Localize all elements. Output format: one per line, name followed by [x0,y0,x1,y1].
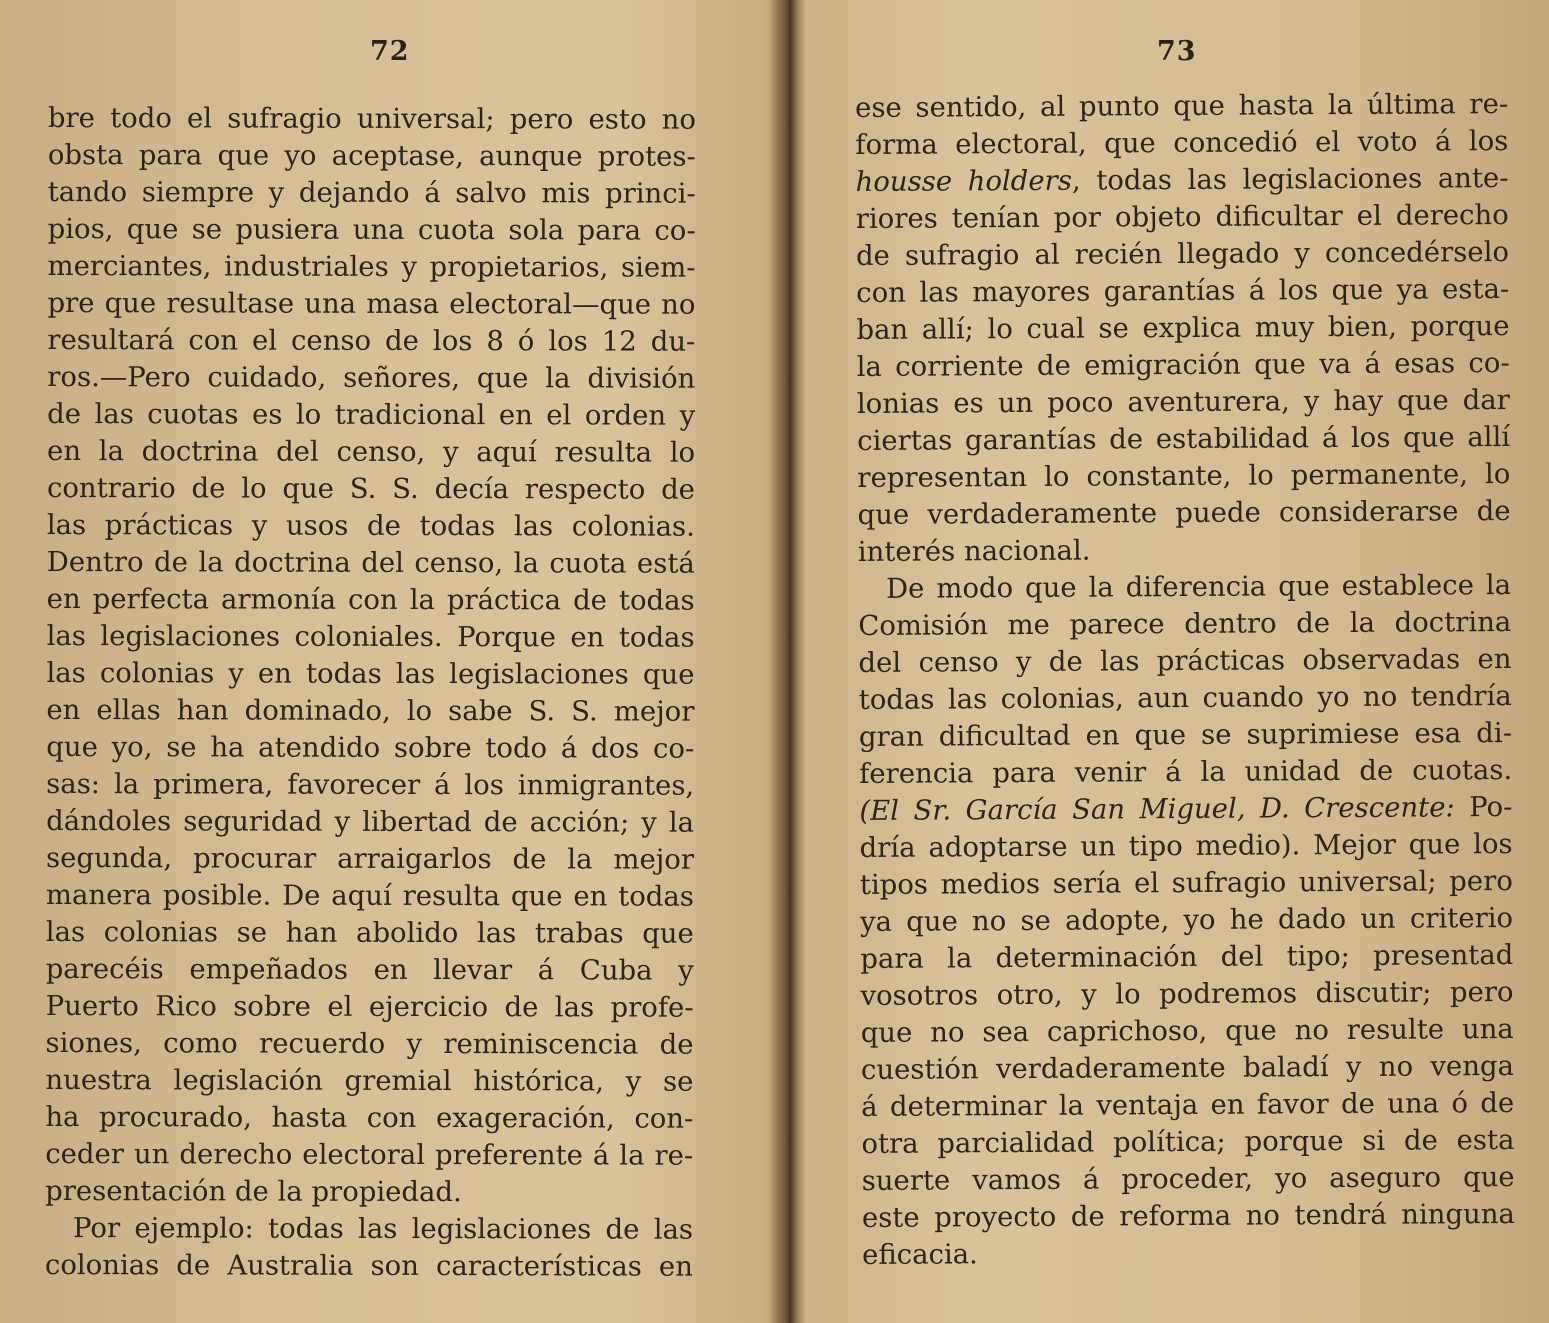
page-number: 72 [370,36,410,67]
text-line: para la determinación del tipo; presentad [860,938,1514,975]
text-line: Comisión me parece dentro de la doctrina [858,606,1512,642]
italic-term: housse holders [855,164,1072,198]
text-line: ros.—Pero cuidado, señores, que la división [47,360,696,395]
text-line: representan lo constante, lo permanente, lo [857,458,1511,494]
text-line: siones, como recuerdo y reminiscencia de [45,1026,694,1061]
text-line: suerte vamos á proceder, yo aseguro que [861,1160,1515,1197]
text-line: Dentro de la doctrina del censo, la cuota está [46,545,695,580]
text-line: dría adoptarse un tipo medio). Mejor que los [859,827,1513,864]
text-line: resultará con el censo de los 8 ó los 12 du- [47,323,696,358]
text-line: este proyecto de reforma no tendrá ninguna [861,1197,1515,1234]
text-line: dándoles seguridad y libertad de acción; y la [46,804,695,839]
text-line: á determinar la ventaja en favor de una ó de [861,1086,1515,1123]
text-line: pios, que se pusiera una cuota sola para co- [47,212,696,247]
text-line: la corriente de emigración que va á esas co- [856,347,1510,383]
text-line: eficacia. [862,1238,978,1271]
text-line: obsta para que yo aceptase, aunque protes- [47,138,696,173]
text-line: De modo que la diferencia que establece la [885,569,1512,605]
text-line: parecéis empeñados en llevar á Cuba y [45,952,694,987]
text-line: riores tenían por objeto dificultar el derecho [855,199,1509,235]
text-line: en la doctrina del censo, y aquí resulta lo [47,434,696,469]
text-line [855,160,1508,201]
text-line: en perfecta armonía con la práctica de todas [46,582,695,617]
text-line: de sufragio al recién llegado y concedérselo [855,236,1510,272]
text-line: las prácticas y usos de todas las colonias. [46,508,695,543]
page-number: 73 [1157,36,1197,67]
text-line: gran dificultad en que se suprimiese esa di- [858,716,1513,753]
text-line: que verdaderamente puede considerarse de [857,495,1511,531]
text-line: colonias de Australia son características en [44,1248,693,1283]
text-line: ban allí; lo cual se explica muy bien, porque [856,310,1510,346]
text-line: ya que no se adopte, yo he dado un criterio [859,901,1514,938]
text-line: tipos medios sería el sufragio universal; pero [859,864,1513,901]
text-line: forma electoral, que concedió el voto á los [855,125,1509,161]
text-line: sas: la primera, favorecer á los inmigrantes, [46,767,695,802]
text-line: todas las colonias, aun cuando yo no tendría [858,680,1512,716]
text-line: interés nacional. [857,534,1091,568]
text-line: merciantes, industriales y propietarios, siem- [47,249,696,284]
text-line: presentación de la propiedad. [45,1174,462,1209]
text-line: las colonias y en todas las legislaciones que [46,656,695,691]
text-line: bre todo el sufragio universal; pero esto no [47,101,696,136]
text-line: de las cuotas es lo tradicional en el orden y [47,397,696,432]
text-fragment: , todas las legislaciones ante- [1071,162,1509,197]
text-line: ceder un derecho electoral preferente á la re- [45,1137,694,1172]
text-line: Por ejemplo: todas las legislaciones de las [73,1212,694,1246]
text-line: cuestión verdaderamente baladí y no venga [860,1049,1515,1086]
text-line: ciertas garantías de estabilidad á los que allí [857,421,1511,457]
text-line: del censo y de las prácticas observadas en [858,643,1512,679]
text-line [859,789,1512,830]
text-line: en ellas han dominado, lo sabe S. S. mejor [46,693,695,728]
text-line: Puerto Rico sobre el ejercicio de las profe- [45,989,694,1024]
text-line: las legislaciones coloniales. Porque en todas [46,619,695,654]
text-line: ferencia para venir á la unidad de cuotas. [859,753,1513,790]
text-line: nuestra legislación gremial histórica, y se [45,1063,694,1098]
text-line: segunda, procurar arraigarlos de la mejor [45,841,695,876]
italic-interjection: (El Sr. García San Miguel, D. Crescente: [859,791,1455,827]
right-page [800,0,1549,1323]
text-line: con las mayores garantías á los que ya esta- [856,273,1510,309]
page-body-text [45,100,696,1286]
text-fragment: Po- [1454,790,1513,824]
text-line: las colonias se han abolido las trabas que [45,915,694,950]
text-line: lonias es un poco aventurera, y hay que dar [856,384,1511,420]
text-line: contrario de lo que S. S. decía respecto de [46,471,696,506]
page-body-text [855,86,1515,1274]
text-line: pre que resultase una masa electoral—que no [47,286,696,321]
text-line: tando siempre y dejando á salvo mis princi- [47,175,696,210]
text-line: ese sentido, al punto que hasta la última re- [855,88,1509,124]
text-line: que yo, se ha atendido sobre todo á dos co- [46,730,695,765]
text-line: ha procurado, hasta con exageración, con- [45,1100,694,1135]
text-line: manera posible. De aquí resulta que en todas [45,878,694,913]
text-line: que no sea caprichoso, que no resulte una [860,1012,1514,1049]
text-line: otra parcialidad política; porque si de esta [861,1123,1515,1160]
text-line: vosotros otro, y lo podremos discutir; pero [860,975,1514,1012]
